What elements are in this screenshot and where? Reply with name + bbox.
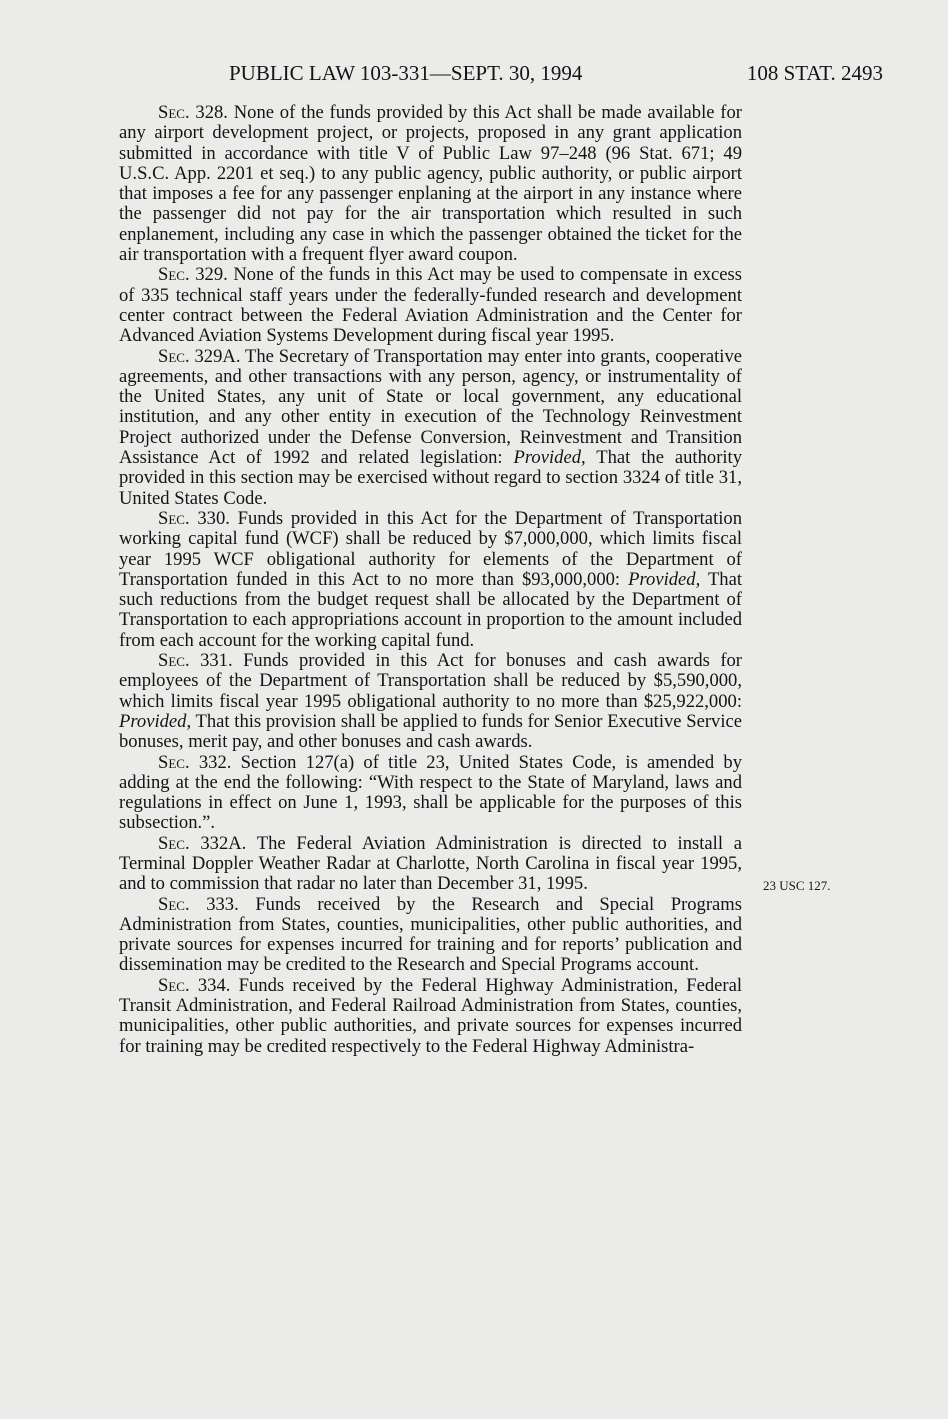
proviso-term: Provided, bbox=[119, 710, 192, 732]
section-paragraph: Sec. 331. Funds provided in this Act for bonuses and cash awards for employees of the Department of Transportation shall be reduced by $5,590,000, which limits fiscal year 1995 obligational authority to no more than $25,922,000: Provided, That this provision shall be applied to funds for Senior Executive Service bonuses, merit pay, and other bonuses and cash awards. bbox=[119, 650, 743, 753]
section-paragraph: Sec. 329A. The Secretary of Transportation may enter into grants, cooperative agreements, and other transactions with any person, agency, or instrumentality of the United States, any unit of State or local government, any educational institution, and any other entity in execution of the Technology Reinvestment Project authorized under the Defense Conversion, Reinvestment and Transition Assistance Act of 1992 and related legislation: Provided, That the authority provided in this section may be exercised without regard to section 3324 of title 31, United States Code. bbox=[119, 345, 743, 509]
proviso-term: Provided, bbox=[628, 568, 701, 590]
section-paragraph: Sec. 333. Funds received by the Research and Special Programs Administration from States, counties, municipalities, other public authorities, and private sources for expenses incurred for training and for reports’ publication and dissemination may be credited to the Research and Special Programs account. bbox=[119, 893, 743, 976]
body-text bbox=[119, 103, 742, 1057]
section-paragraph: Sec. 329. None of the funds in this Act may be used to compensate in excess of 335 technical staff years under the federally-funded research and development center contract between the Federal Aviation Administration and the Center for Advanced Aviation Systems Development during fiscal year 1995. bbox=[119, 264, 742, 347]
section-paragraph: Sec. 334. Funds received by the Federal Highway Administration, Federal Transit Administration, and Federal Railroad Administration from States, counties, municipalities, other public authorities, and private sources for expenses incurred for training may be credited respectively to the Federal Highway Administra- bbox=[119, 974, 742, 1057]
margin-citation: 23 USC 127. bbox=[763, 878, 831, 893]
section-paragraph: Sec. 332A. The Federal Aviation Administration is directed to install a Terminal Doppler Weather Radar at Charlotte, North Carolina in fiscal year 1995, and to commission that radar no later than December 31, 1995. bbox=[119, 832, 742, 895]
proviso-term: Provided, bbox=[513, 447, 586, 469]
running-title: PUBLIC LAW 103-331—SEPT. 30, 1994 bbox=[229, 61, 583, 85]
page-header bbox=[119, 58, 883, 88]
section-paragraph: Sec. 332. Section 127(a) of title 23, United States Code, is amended by adding at the end the following: “With respect to the State of Maryland, laws and regulations in effect on June 1, 1993, shall be applicable for the purposes of this subsection.”. bbox=[119, 751, 742, 834]
section-paragraph: Sec. 330. Funds provided in this Act for the Department of Transportation working capital fund (WCF) shall be reduced by $7,000,000, which limits fiscal year 1995 WCF obligational authority for elements of the Department of Transportation funded in this Act to no more than $93,000,000: Provided, That such reductions from the budget request shall be allocated by the Department of Transportation to each appropriations account in proportion to the amount included from each account for the working capital fund. bbox=[119, 507, 743, 651]
section-paragraph: Sec. 328. None of the funds provided by this Act shall be made available for any airport development project, or projects, proposed in any grant application submitted in accordance with title V of Public Law 97–248 (96 Stat. 671; 49 U.S.C. App. 2201 et seq.) to any public agency, public authority, or public airport that imposes a fee for any passenger enplaning at the airport in any instance where the passenger did not pay for the air transportation which resulted in such enplanement, including any case in which the passenger obtained the ticket for the air transportation with a frequent flyer award coupon. bbox=[119, 102, 742, 266]
statute-page-number: 108 STAT. 2493 bbox=[746, 61, 883, 85]
